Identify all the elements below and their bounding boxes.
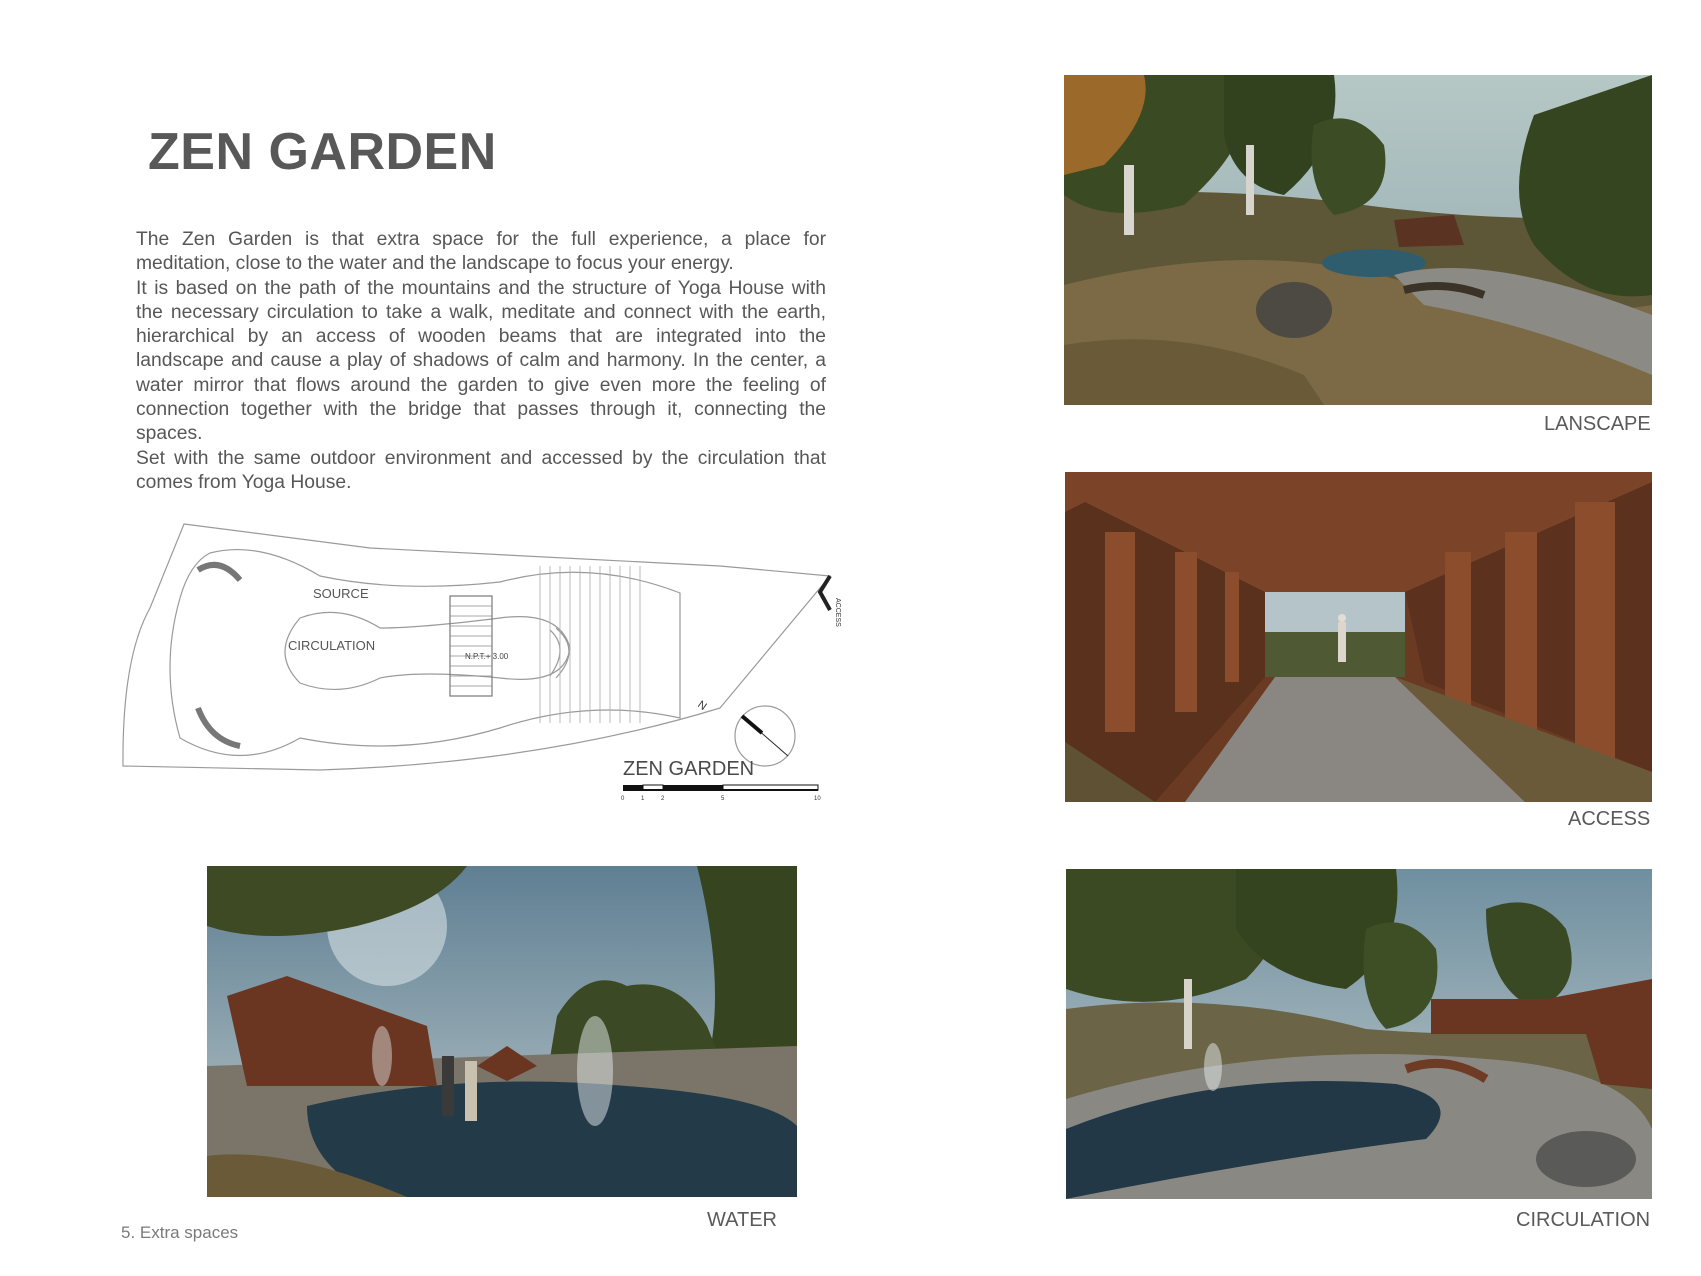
scale-tick-0: 0 — [621, 796, 625, 802]
landscape-render — [1064, 75, 1652, 405]
description-paragraph-1: The Zen Garden is that extra space for the full experience, a place for meditation, close to the water and the landscape to focus your energy. — [136, 229, 826, 275]
plan-boundary — [123, 524, 830, 770]
scale-tick-10: 10 — [814, 796, 821, 802]
scale-tick-5: 5 — [721, 796, 725, 802]
plan-access-label: ACCESS — [834, 598, 841, 627]
site-plan-drawing — [120, 518, 840, 818]
plan-label-source: SOURCE — [313, 586, 369, 601]
bench-top — [198, 565, 240, 580]
description-text — [136, 228, 826, 495]
scale-tick-2: 2 — [661, 796, 665, 802]
plan-title: ZEN GARDEN — [623, 758, 755, 780]
page-title: ZEN GARDEN — [148, 123, 497, 181]
north-label: N — [695, 698, 709, 714]
description-paragraph-2: It is based on the path of the mountains and the structure of Yoga House with the necessary circulation to take a walk, meditate and connect with the earth, hierarchical by an access of wooden beams that are integrated into the landscape and cause a play of shadows of calm and harmony. In the center, a water mirror that flows around the garden to give even more the feeling of connection together with the bridge that passes through it, connecting the spaces. — [136, 277, 826, 445]
plan-label-circulation: CIRCULATION — [288, 638, 376, 653]
site-plan — [120, 518, 840, 818]
plan-level-label: N.P.T.+ 3.00 — [465, 652, 509, 661]
access-render — [1065, 472, 1652, 802]
page-footer: 5. Extra spaces — [121, 1223, 239, 1242]
scale-bar — [623, 785, 818, 790]
garden-outline — [170, 550, 680, 756]
caption-water: WATER — [707, 1209, 777, 1231]
water-render — [207, 866, 797, 1197]
caption-access: ACCESS — [1568, 808, 1651, 830]
circulation-render — [1066, 869, 1652, 1199]
caption-circulation: CIRCULATION — [1516, 1209, 1651, 1231]
scale-tick-1: 1 — [641, 796, 645, 802]
bench-bottom — [198, 708, 240, 746]
deck-hatch — [540, 566, 640, 723]
description-paragraph-3: Set with the same outdoor environment and accessed by the circulation that comes from Yoga House. — [136, 447, 826, 493]
caption-landscape: LANSCAPE — [1544, 413, 1651, 435]
